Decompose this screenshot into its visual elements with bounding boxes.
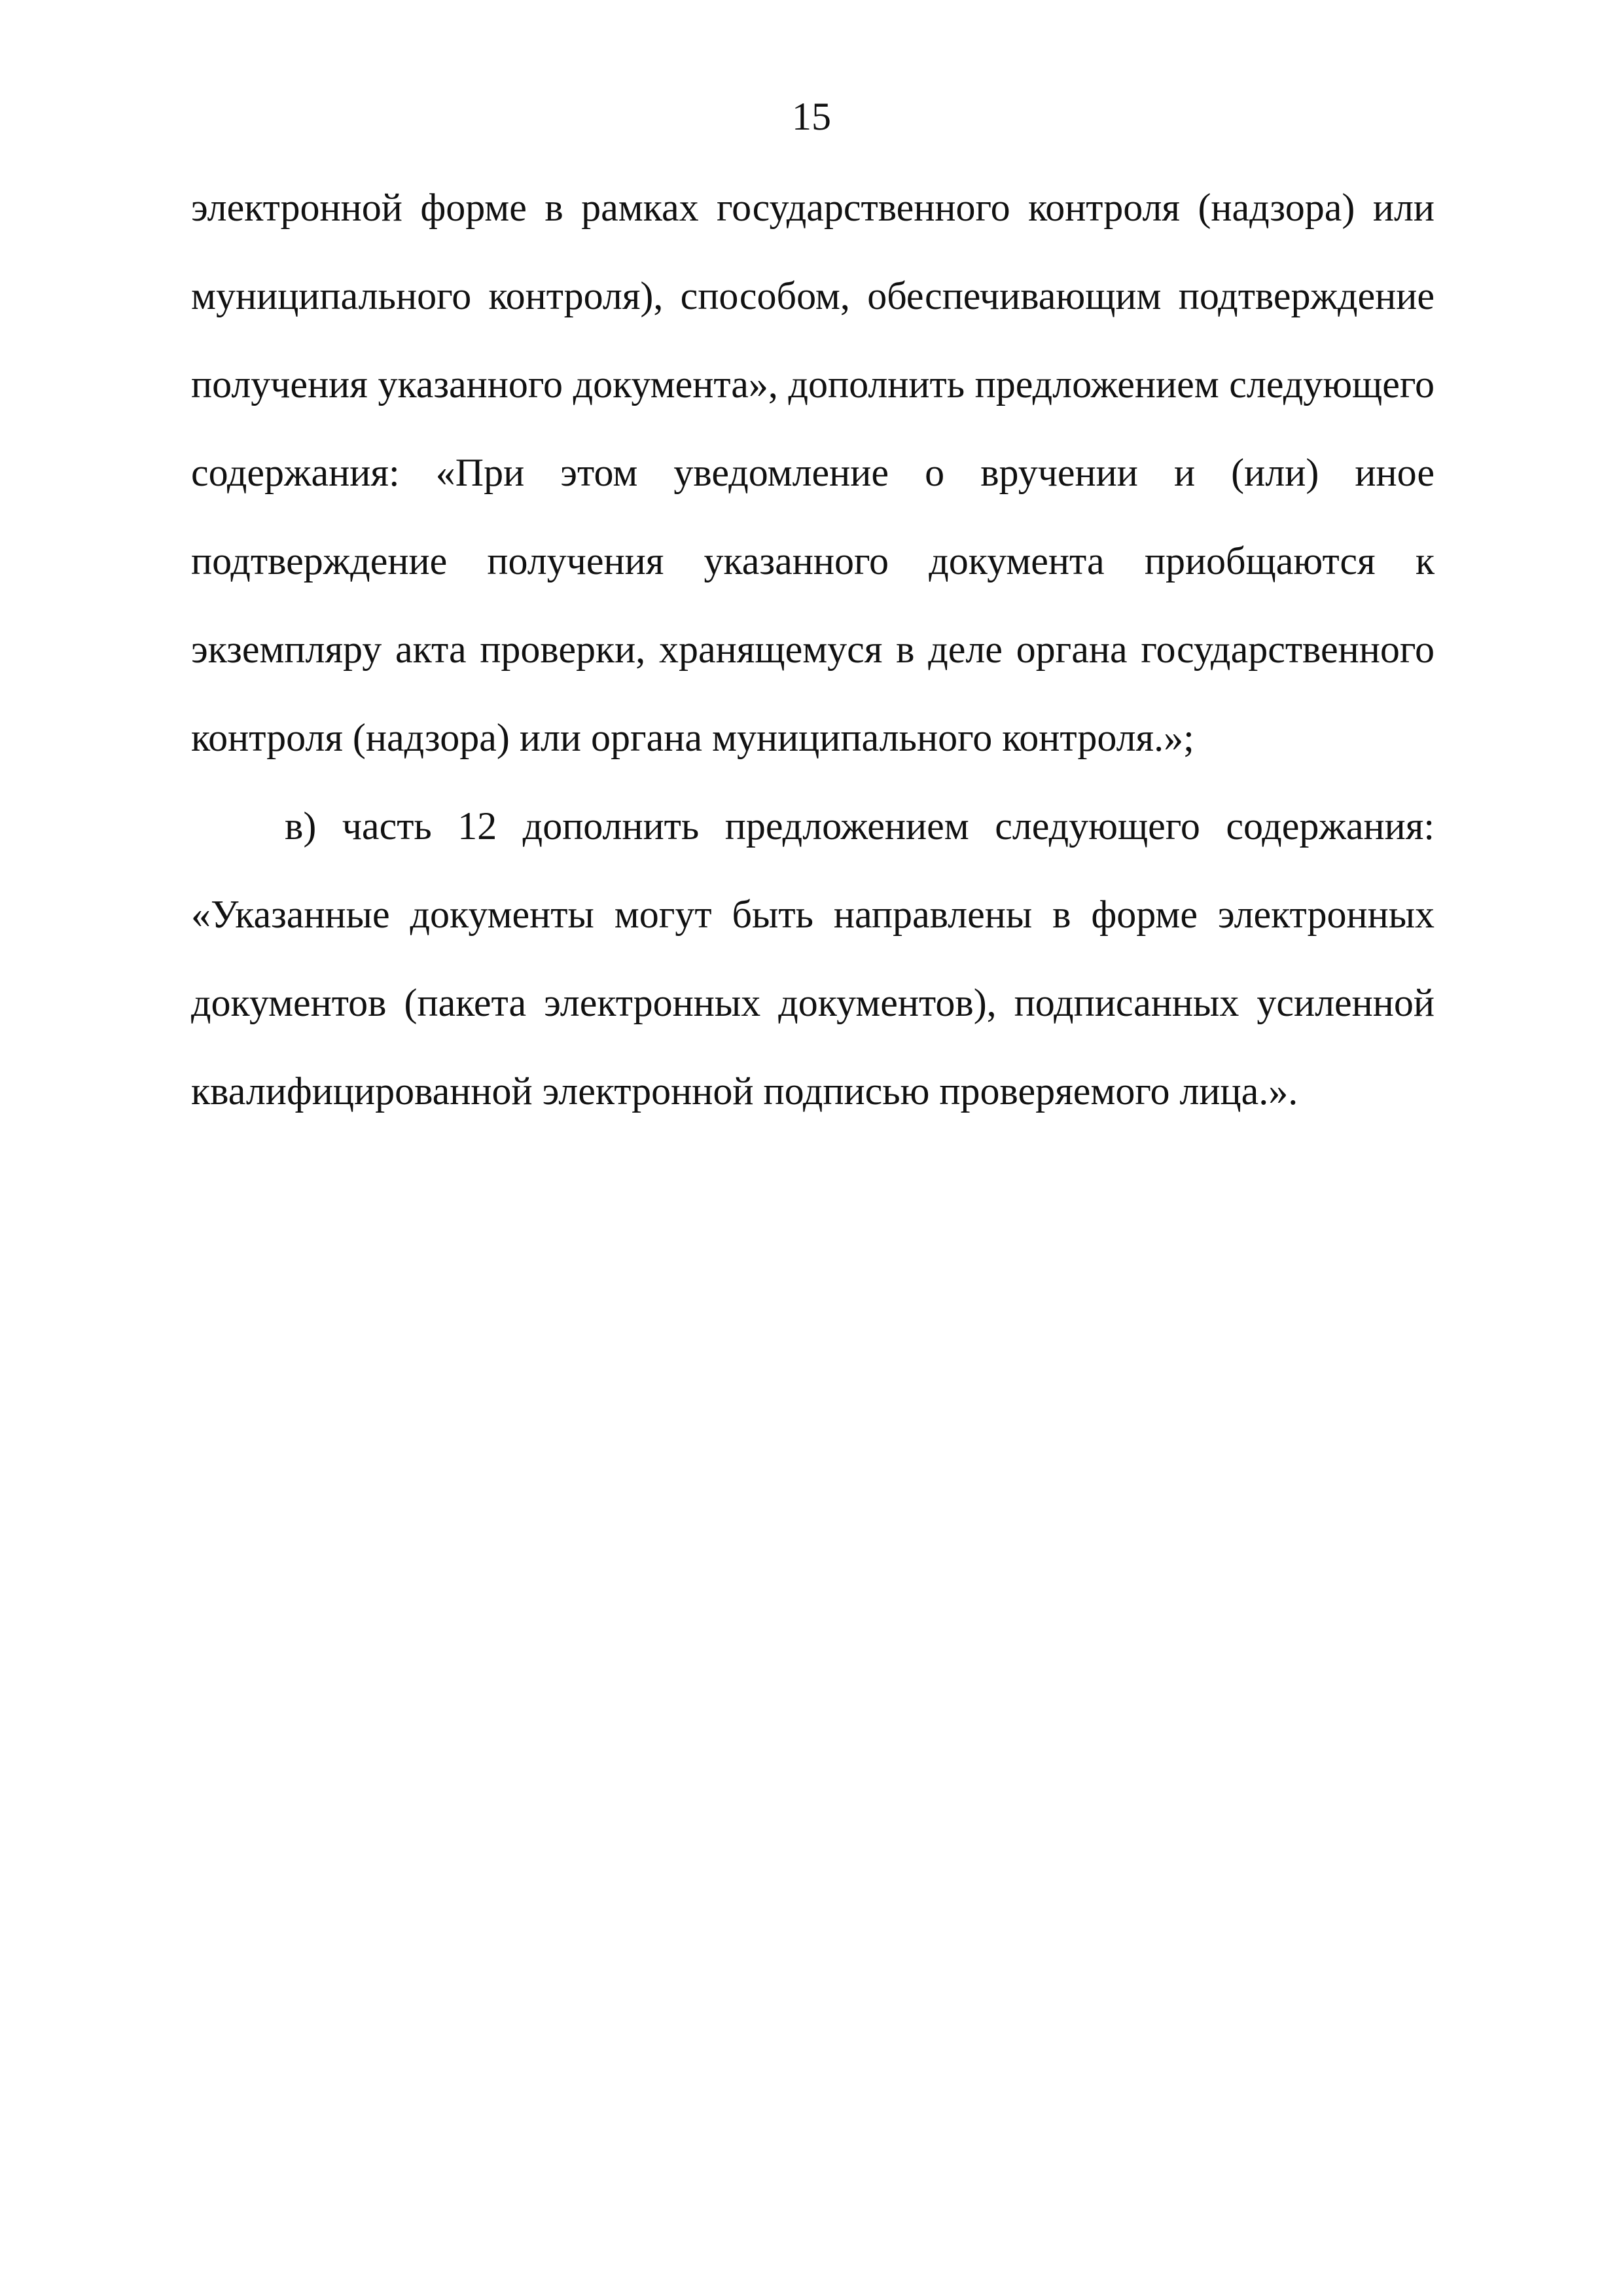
text-line: квалифицированной электронной подписью проверяемого лица.». <box>191 1069 1298 1113</box>
document-body <box>191 171 1435 1143</box>
text-line: контроля (надзора) или органа муниципального контроля.»; <box>191 716 1194 759</box>
text-line: получения указанного документа», дополнить предложением следующего <box>191 363 1435 406</box>
text-line: документов (пакета электронных документов), подписанных усиленной <box>191 981 1435 1024</box>
text-line: «Указанные документы могут быть направлены в форме электронных <box>191 893 1435 936</box>
text-line: экземпляру акта проверки, хранящемуся в деле органа государственного <box>191 628 1435 671</box>
text-line: подтверждение получения указанного документа приобщаются к <box>191 539 1435 583</box>
paragraph-first-line: в) часть 12 дополнить предложением следующего содержания: <box>285 804 1435 848</box>
text-line: муниципального контроля), способом, обеспечивающим подтверждение <box>191 274 1435 317</box>
text-line: содержания: «При этом уведомление о вручении и (или) иное <box>191 451 1435 494</box>
text-line: электронной форме в рамках государственного контроля (надзора) или <box>191 186 1435 229</box>
page-number: 15 <box>792 95 831 138</box>
